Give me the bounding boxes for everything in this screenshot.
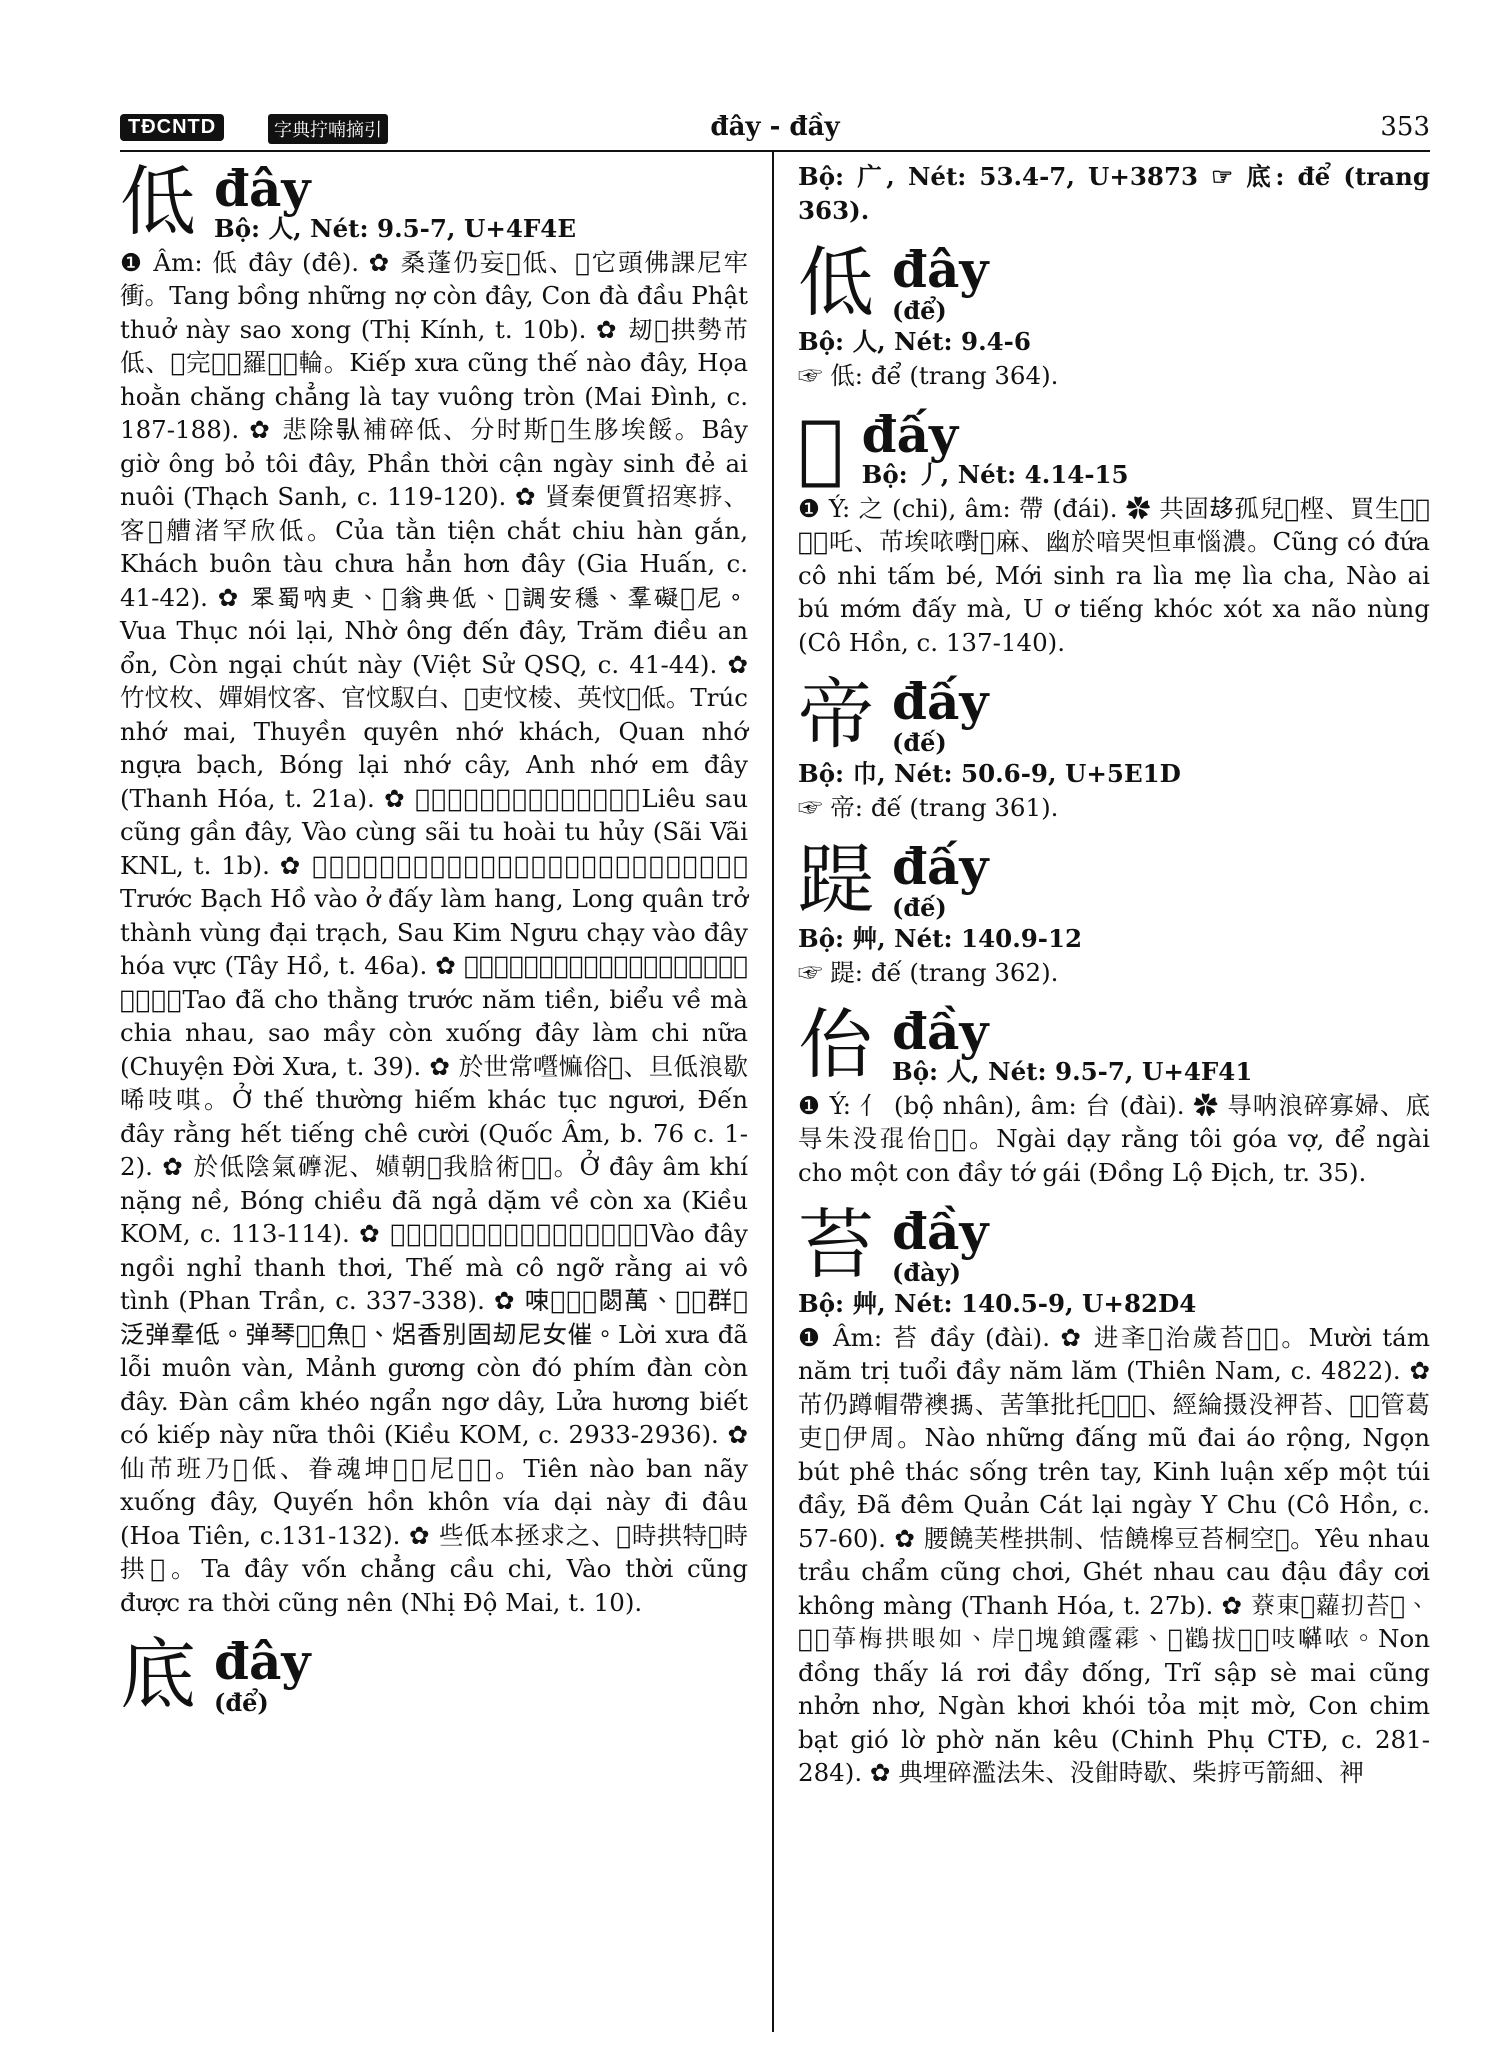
entry-head — [798, 1000, 1430, 1089]
entry-word: đấy — [892, 837, 989, 896]
entry-body: ❶ Ý: 亻 (bộ nhân), âm: 台 (đài). ✿ 㝵呐浪碎寡婦、底㝵朱没𡥵佁𠁑𡛔。Ngài dạy rằng tôi góa vợ, để ngài cho một con đầy tớ gái (Đồng Lộ Địch, tr. 35). — [798, 1090, 1430, 1187]
entry-3 — [798, 238, 1430, 392]
entry-word: đây — [214, 1632, 311, 1691]
entry-6 — [798, 835, 1430, 989]
entry-reading: (đế) — [892, 893, 947, 922]
entry-reading: (để) — [892, 296, 947, 325]
right-column — [798, 160, 1430, 1790]
entry-meta: Bộ: 巾, Nét: 50.6-9, U+5E1D — [798, 759, 1181, 788]
entry-5 — [798, 670, 1430, 824]
left-column — [120, 157, 748, 1719]
entry-ref: ☞ 帝: đế (trang 361). — [798, 792, 1059, 822]
entry-meta: Bộ: 丿, Nét: 4.14-15 — [861, 460, 1129, 489]
entry-word: đấy — [861, 405, 959, 464]
entry-word: đấy — [892, 672, 989, 731]
entry-word: đây — [214, 159, 311, 218]
entry-meta: Bộ: 人, Nét: 9.5-7, U+4F41 — [892, 1057, 1253, 1086]
entry-7 — [798, 1000, 1430, 1189]
entry-8 — [798, 1200, 1430, 1790]
entry-body: ❶ Âm: 低 đây (đê). ✿ 桑蓬仍妄𡗋低、𫢋它頭佛課尼牢衝。Tang bồng những nợ còn đây, Con đà đầu Phật thuở này sao xong (Thị Kính, t. 10b). ✿ 刼𣋚拱勢芇低、𡗐完𡎢𢴑羅𢬣𢂎輪。Kiếp xưa cũng thế nào đây, Họa hoằn chăng chẳng là tay vuông tròn (Mai Đình, c. 187-188). ✿ 悲除𠊛補碎低、分时斯𡳵生䏧埃餒。Bây giờ ông bỏ tôi đây, Phần thời cận ngày sinh đẻ ai nuôi (Thạch Sanh, c. 119-120). ✿ 䝨秦便質招寒𢭸、客𢹣艚渚罕欣低。Của tằn tiện chắt chiu hàn gắn, Khách buôn tàu chưa hẳn hơn đây (Gia Huấn, c. 41-42). ✿ 𦊚蜀呐吏、𢜝翁典低、𥹰調安穩、羣礙𠃣尼。Vua Thục nói lại, Nhờ ông đến đây, Trăm điều an ổn, Còn ngại chút này (Việt Sử QSQ, c. 41-44). ✿ 竹忟枚、嬋娟忟客、官忟馭白、𣛤吏忟棱、英忟𡛔低。Trúc nhớ mai, Thuyền quyên nhớ khách, Quan nhớ ngựa bạch, Bóng lại nhớ cây, Anh nhớ em đây (Thanh Hóa, t. 21a). ✿ 𢚸娄拱䜹低、𠓨共咜修𢭸修毁。Liêu sau cũng gần đây, Vào cùng sãi tu hoài tu hủy (Sãi Vãi KNL, t. 1b). ✿ 𩯀白狐𠓨於帝𠃅𥧸、龍君𢯏城𨔍大澤、䡢金牛趚𠓨低化域。Trước Bạch Hồ vào ở đấy làm hang, Long quân trở thành vùng đại trạch, Sau Kim Ngưu chạy vào đây hóa vực (Tây Hồ, t. 46a). ✿ 𢧲𠀲朱尚𦋦𩈘錢、表衛麻𢺹饒、牢眉群𨖲低濫之女。Tao đã cho thằng trước năm tiền, biểu về mà chia nhau, sao mầy còn xuống đây làm chi nữa (Chuyện Đời Xưa, t. 39). ✿ 於世常𡃢𢠩俗𤳇、旦低浪歇唏吱唭。Ở thế thường hiếm khác tục ngươi, Đến đây rằng hết tiếng chê cười (Quốc Âm, b. 76 c. 1-2). ✿ 於低陰氣𥗂泥、𡢻朝𠀲我𦛜術𡱩𨀈。Ở đây âm khí nặng nề, Bóng chiều đã ngả dặm về còn xa (Kiều KOM, c. 113-114). ✿ 𠓨低𡎢𢠩清台、𠄼麻姑語浪埃無情。Vào đây ngồi nghỉ thanh thơi, Thế mà cô ngỡ rằng ai vô tình (Phan Trần, c. 337-338). ✿ 𠲿𣋚𠀲𡓮閟萬、𤿤𩈘群𡛔泛弹羣低。弹琴𡐙𦼔魚𦀺、焒香別固刼尼女催。Lời xưa đã lỗi muôn vàn, Mảnh gương còn đó phím đàn còn đây. Đàn cầm khéo ngẩn ngơ dây, Lửa hương biết có kiếp này nữa thôi (Kiều KOM, c. 2933-2936). ✿ 仙芇班乃𨖲低、眷魂坤𩲡𢘾尼𪠞𢆥。Tiên nào ban nãy xuống đây, Quyến hồn khôn vía dại này đi đâu (Hoa Tiên, c.131-132). ✿ 些低本拯求之、𠓨時拱特𠚢時拱𢧚。Ta đây vốn chẳng cầu chi, Vào thời cũng được ra thời cũng nên (Nhị Độ Mai, t. 10). — [120, 247, 748, 1617]
entry-character: 踶 — [798, 835, 874, 924]
column-divider — [772, 152, 774, 2032]
page-title: đây - đầy — [710, 112, 840, 142]
entry-character: 帝 — [798, 670, 874, 759]
entry-head — [798, 835, 1430, 924]
entry-ref: ☞ 低: để (trang 364). — [798, 360, 1059, 390]
entry-4 — [798, 403, 1430, 659]
page-number: 353 — [1380, 112, 1430, 142]
page-header — [120, 110, 1430, 152]
entry-de-day — [120, 1630, 748, 1719]
series-logo: 字典拧喃摘引 — [268, 114, 388, 144]
entry-word: đầy — [892, 1002, 989, 1061]
entry-head — [798, 238, 1430, 327]
entry-character: 苔 — [798, 1200, 874, 1289]
entry-character: 佁 — [798, 1000, 874, 1089]
entry-continuation: Bộ: 广, Nét: 53.4-7, U+3873 ☞ 底: để (trang 363). — [798, 162, 1430, 225]
entry-reading: (để) — [214, 1688, 269, 1717]
entry-word: đầy — [892, 1202, 989, 1261]
entry-word: đây — [892, 240, 989, 299]
entry-character: 𢭮 — [798, 403, 844, 492]
entry-ref: ☞ 踶: đế (trang 362). — [798, 957, 1059, 987]
entry-head — [120, 1630, 748, 1719]
header-rule — [120, 150, 1430, 152]
entry-low-day — [120, 157, 748, 1619]
publisher-logo: TĐCNTD — [120, 114, 224, 141]
entry-head — [798, 1200, 1430, 1289]
entry-reading: (đày) — [892, 1258, 961, 1287]
entry-meta: Bộ: 人, Nét: 9.5-7, U+4F4E — [214, 214, 577, 243]
entry-head — [798, 403, 1430, 492]
entry-body: ❶ Âm: 苔 đầy (đài). ✿ 进㪯𢆥治歲苔𩈘𥹰。Mười tám năm trị tuổi đầy năm lăm (Thiên Nam, c. 4822). ✿ 芇仍蹲帽帶襖𢲫、䒷筆批托𤯩𨖲𢬣、經綸摄没䘥苔、𠀲𣋁管葛吏𣈜伊周。Nào những đấng mũ đai áo rộng, Ngọn bút phê thác sống trên tay, Kinh luận xếp một túi đầy, Đã đêm Quản Cát lại ngày Y Chu (Cô Hồn, c. 57-60). ✿ 腰饒芙梐拱制、恄饒槔豆苔桐空𢚸。Yêu nhau trầu chẩm cũng chơi, Ghét nhau cau đậu đầy cơi không màng (Thanh Hóa, t. 27b). ✿ 𦼔東𧸝蘿㧅苔𡎥、𡗶𣋚𦱊梅拱眼如、岸𤁕塊鎖霳霦、𫢋䳽拔𢚸𠹾吱𡃈𠲖。Non đồng thấy lá rơi đầy đống, Trĩ sập sè mai cũng nhởn nhơ, Ngàn khơi khói tỏa mịt mờ, Con chim bạt gió lờ phờ năn kêu (Chinh Phụ CTĐ, c. 281-284). ✿ 典埋碎濫法朱、没𩚵時歇、柴𢭸丐箭細、䘥 — [798, 1322, 1430, 1787]
entry-meta: Bộ: 艸, Nét: 140.5-9, U+82D4 — [798, 1289, 1197, 1318]
entry-character: 低 — [120, 157, 196, 246]
entry-body: ❶ Ý: 之 (chi), âm: 帶 (đái). ✿ 共固𠫾孤兒𢚸㭴、買生𦋦𡢐𡚦𡢐吒、芇埃𠲖嚉𢭮麻、幽於喑哭怛車惱濃。Cũng có đứa cô nhi tấm bé, Mới sinh ra lìa mẹ lìa cha, Nào ai bú mớm đấy mà, U ơ tiếng khóc xót xa não nùng (Cô Hồn, c. 137-140). — [798, 493, 1430, 657]
entry-reading: (đế) — [892, 728, 947, 757]
entry-meta: Bộ: 艸, Nét: 140.9-12 — [798, 924, 1083, 953]
entry-meta: Bộ: 人, Nét: 9.4-6 — [798, 327, 1031, 356]
entry-character: 低 — [798, 238, 874, 327]
entry-character: 底 — [120, 1630, 196, 1719]
entry-head — [798, 670, 1430, 759]
entry-head — [120, 157, 748, 246]
